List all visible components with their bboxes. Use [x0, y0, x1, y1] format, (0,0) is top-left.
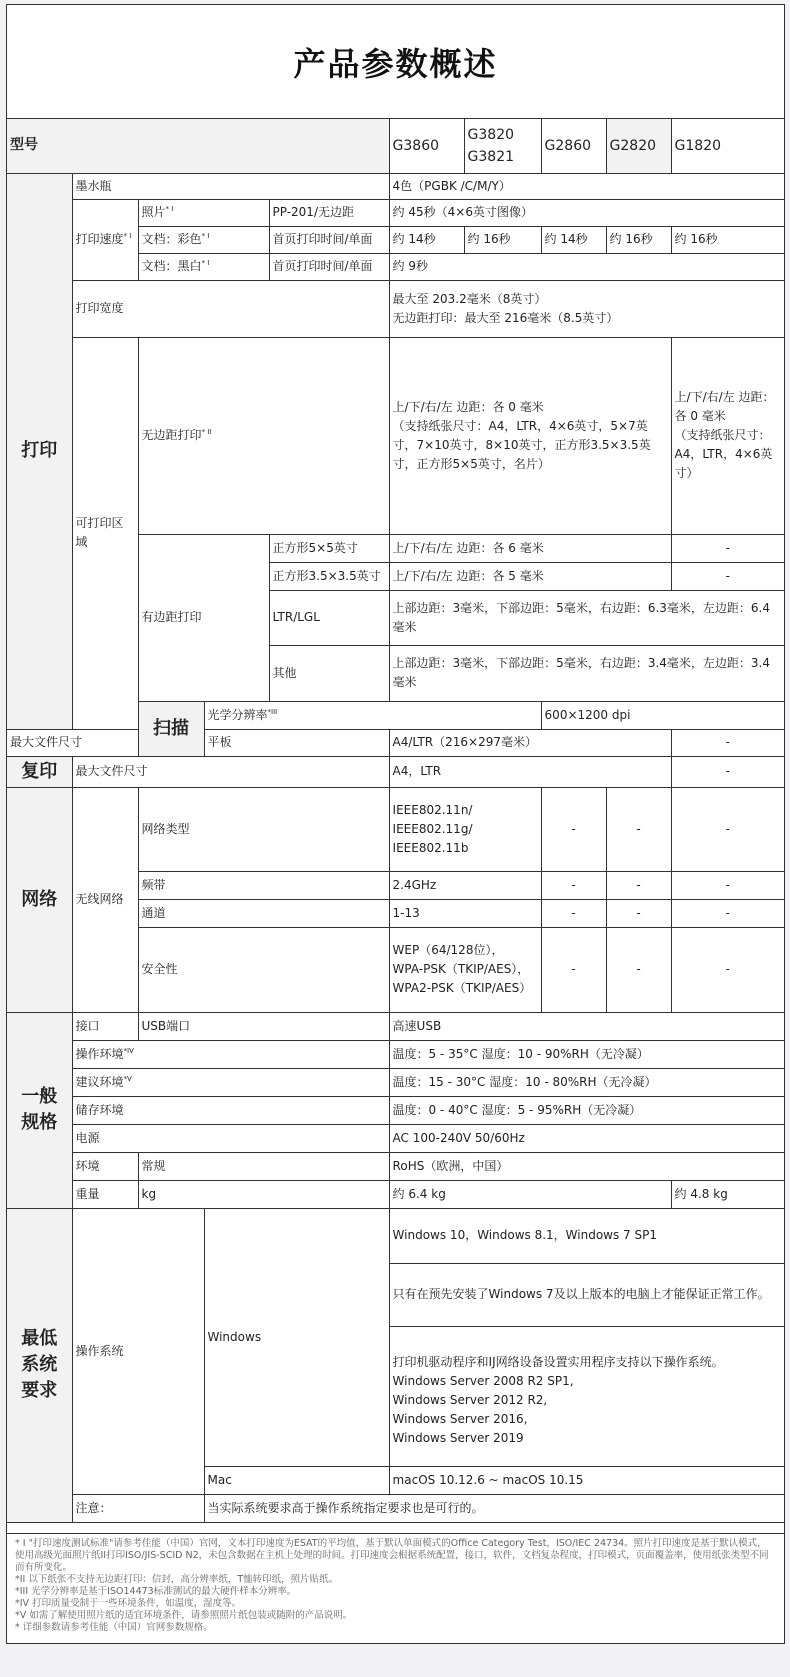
model-g3820: G3820 G3821 [464, 119, 541, 173]
environment-value: RoHS（欧洲，中国） [389, 1152, 784, 1180]
category-copy: 复印 [7, 756, 72, 787]
environment-sub: 常规 [138, 1152, 389, 1180]
recommended-env-label: 建议环境$^{*V}$ [72, 1068, 389, 1096]
power-label: 电源 [72, 1124, 389, 1152]
system-note-row [7, 1494, 784, 1522]
network-channel-label: 通道 [138, 899, 389, 927]
copy-maxsize-value: A4，LTR [389, 756, 671, 787]
environment-row [7, 1152, 784, 1180]
network-security-g1820: - [671, 927, 784, 1012]
footnote: * I "打印速度测试标准"请参考佳能（中国）官网，文本打印速度为ESAT的平均值，基于默认单面模式的Office Category Test，ISO/IEC 24734。照片打印速度是基于默认模式，使用高级光面照片纸II打印ISO/JIS-SCID N2，未包含数据在主机上处理的时间。打印速度会根据系统配置，接口，软件，文档复杂程度，打印模式，页面覆盖率，使用纸张类型不同而有所变化。 [15, 1538, 769, 1573]
ink-value: 4色（PGBK /C/M/Y） [389, 173, 784, 199]
recommended-env-value: 温度：15 - 30°C 湿度：10 - 80%RH（无冷凝） [389, 1068, 784, 1096]
network-band-g1820: - [671, 871, 784, 899]
model-label: 型号 [7, 119, 389, 173]
network-type-g1820: - [671, 787, 784, 871]
print-width-value: 最大至 203.2毫米（8英寸） 无边距打印：最大至 216毫米（8.5英寸） [389, 280, 784, 337]
footnote: *IV 打印质量受制于一些环境条件，如温度，湿度等。 [15, 1598, 242, 1609]
speed-label: 打印速度$^{* I}$ [72, 199, 138, 280]
footnote: *II 以下纸张不支持无边距打印：信封，高分辨率纸，T恤转印纸，照片贴纸。 [15, 1574, 339, 1585]
network-security-g2820: - [606, 927, 671, 1012]
storage-env-row [7, 1096, 784, 1124]
spec-sheet [6, 4, 785, 1644]
network-security-label: 安全性 [138, 927, 389, 1012]
category-print: 打印 [7, 173, 72, 729]
speed-color-g3820: 约 16秒 [464, 226, 541, 253]
speed-color-g2860: 约 14秒 [541, 226, 606, 253]
footnote: *III 光学分辨率是基于ISO14473标准测试的最大硬件样本分辨率。 [15, 1586, 297, 1597]
print-width-label: 打印宽度 [72, 280, 389, 337]
bordered-other-label: 其他 [269, 645, 389, 701]
category-network: 网络 [7, 787, 72, 1012]
footnote: * 详细参数请参考佳能（中国）官网参数规格。 [15, 1622, 213, 1633]
network-type-g2820: - [606, 787, 671, 871]
windows-server-value: 打印机驱动程序和IJ网络设备设置实用程序支持以下操作系统。 Windows Server 2008 R2 SP1, Windows Server 2012 R2, Windows Server 2016, Windows Server 2019 [389, 1336, 784, 1466]
scan-maxsize-label: 最大文件尺寸 [7, 729, 138, 756]
interface-value: 高速USB [389, 1012, 784, 1040]
recommended-env-row [7, 1068, 784, 1096]
model-row [7, 119, 784, 173]
mac-value: macOS 10.12.6 ~ macOS 10.15 [389, 1466, 784, 1494]
footnotes [7, 1533, 784, 1638]
model-g2860: G2860 [541, 119, 606, 173]
wireless-label: 无线网络 [72, 787, 138, 1012]
network-band-label: 频带 [138, 871, 389, 899]
scan-resolution-value: 600×1200 dpi [541, 701, 784, 729]
speed-mono-note: 首页打印时间/单面 [269, 253, 389, 280]
network-security-g2860: - [541, 927, 606, 1012]
system-note-value: 当实际系统要求高于操作系统指定要求也是可行的。 [204, 1494, 784, 1522]
bordered-sq5-value: 上/下/右/左 边距：各 6 毫米 [389, 534, 671, 562]
speed-color-g1820: 约 16秒 [671, 226, 784, 253]
operating-env-value: 温度：5 - 35°C 湿度：10 - 90%RH（无冷凝） [389, 1040, 784, 1068]
network-band-g2860: - [541, 871, 606, 899]
weight-label: 重量 [72, 1180, 138, 1208]
spec-table [7, 119, 784, 1523]
network-type-g2860: - [541, 787, 606, 871]
network-channel-g2860: - [541, 899, 606, 927]
network-band-value: 2.4GHz [389, 871, 541, 899]
network-security-value: WEP（64/128位）， WPA-PSK（TKIP/AES）， WPA2-PSK（TKIP/AES） [389, 927, 541, 1012]
ink-row [7, 173, 784, 199]
bordered-ltr-value: 上部边距：3毫米，下部边距：5毫米，右边距：6.3毫米，左边距：6.4毫米 [389, 590, 784, 645]
scan-maxsize-value: A4/LTR（216×297毫米） [389, 729, 671, 756]
bordered-ltr-label: LTR/LGL [269, 590, 389, 645]
speed-photo-label: 照片$^{* I}$ [138, 199, 269, 226]
print-width-row [7, 280, 784, 337]
borderless-value: 上/下/右/左 边距：各 0 毫米 （支持纸张尺寸：A4，LTR，4×6英寸，5×7英寸，7×10英寸，8×10英寸，正方形3.5×3.5英寸，正方形5×5英寸，名片） [389, 337, 671, 534]
printable-area-label: 可打印区域 [72, 337, 138, 729]
interface-label: 接口 [72, 1012, 138, 1040]
borderless-label: 无边距打印$^{* II}$ [138, 337, 389, 534]
speed-photo-note: PP-201/无边距 [269, 199, 389, 226]
borderless-value-g1820: 上/下/右/左 边距：各 0 毫米 （支持纸张尺寸：A4，LTR，4×6英寸） [671, 337, 784, 534]
scan-maxsize-g1820: - [671, 729, 784, 756]
page-title: 产品参数概述 [7, 5, 784, 119]
storage-env-value: 温度：0 - 40°C 湿度：5 - 95%RH（无冷凝） [389, 1096, 784, 1124]
scan-maxsize-sub: 平板 [204, 729, 389, 756]
weight-sub: kg [138, 1180, 389, 1208]
weight-row [7, 1180, 784, 1208]
model-g1820: G1820 [671, 119, 784, 173]
system-note-label: 注意： [72, 1494, 204, 1522]
copy-maxsize-g1820: - [671, 756, 784, 787]
model-g2820: G2820 [606, 119, 671, 173]
mac-label: Mac [204, 1466, 389, 1494]
speed-color-g3860: 约 14秒 [389, 226, 464, 253]
speed-color-note: 首页打印时间/单面 [269, 226, 389, 253]
environment-label: 环境 [72, 1152, 138, 1180]
speed-photo-row [7, 199, 784, 226]
interface-sub: USB端口 [138, 1012, 389, 1040]
bordered-sq5-g1820: - [671, 534, 784, 562]
speed-mono-label: 文档：黑白$^{* I}$ [138, 253, 269, 280]
network-channel-g1820: - [671, 899, 784, 927]
windows-label: Windows [204, 1208, 389, 1466]
weight-value: 约 6.4 kg [389, 1180, 671, 1208]
bordered-sq35-value: 上/下/右/左 边距：各 5 毫米 [389, 562, 671, 590]
network-channel-g2820: - [606, 899, 671, 927]
network-type-value: IEEE802.11n/ IEEE802.11g/ IEEE802.11b [389, 787, 541, 871]
network-type-row [7, 787, 784, 871]
operating-env-label: 操作环境$^{*IV}$ [72, 1040, 389, 1068]
scan-maxsize-row [7, 729, 784, 756]
speed-color-g2820: 约 16秒 [606, 226, 671, 253]
interface-row [7, 1012, 784, 1040]
windows-spacer [389, 1326, 784, 1336]
copy-maxsize-row [7, 756, 784, 787]
bordered-sq5-label: 正方形5×5英寸 [269, 534, 389, 562]
storage-env-label: 储存环境 [72, 1096, 389, 1124]
power-row [7, 1124, 784, 1152]
network-type-label: 网络类型 [138, 787, 389, 871]
bordered-sq35-g1820: - [671, 562, 784, 590]
model-g3860: G3860 [389, 119, 464, 173]
footnote: *V 如需了解使用照片纸的适宜环境条件，请参照照片纸包装或随附的产品说明。 [15, 1610, 353, 1621]
speed-photo-value: 约 45秒（4×6英寸图像） [389, 199, 784, 226]
windows-note-value: 只有在预先安装了Windows 7及以上版本的电脑上才能保证正常工作。 [389, 1263, 784, 1326]
network-channel-value: 1-13 [389, 899, 541, 927]
category-system: 最低 系统 要求 [7, 1208, 72, 1522]
power-value: AC 100-240V 50/60Hz [389, 1124, 784, 1152]
network-band-g2820: - [606, 871, 671, 899]
scan-resolution-label: 光学分辨率$^{*III}$ [204, 701, 541, 729]
windows-versions-value: Windows 10，Windows 8.1，Windows 7 SP1 [389, 1208, 784, 1263]
bordered-other-value: 上部边距：3毫米，下部边距：5毫米，右边距：3.4毫米，左边距：3.4毫米 [389, 645, 784, 701]
ink-label: 墨水瓶 [72, 173, 389, 199]
category-general: 一般 规格 [7, 1012, 72, 1208]
os-label: 操作系统 [72, 1208, 204, 1494]
bordered-sq35-label: 正方形3.5×3.5英寸 [269, 562, 389, 590]
weight-value-g1820: 约 4.8 kg [671, 1180, 784, 1208]
operating-env-row [7, 1040, 784, 1068]
borderless-row [7, 337, 784, 534]
copy-maxsize-label: 最大文件尺寸 [72, 756, 389, 787]
category-scan: 扫描 [138, 701, 204, 756]
speed-mono-value: 约 9秒 [389, 253, 784, 280]
windows-versions-row [7, 1208, 784, 1263]
bordered-label: 有边距打印 [138, 534, 269, 701]
speed-color-label: 文档：彩色$^{* I}$ [138, 226, 269, 253]
